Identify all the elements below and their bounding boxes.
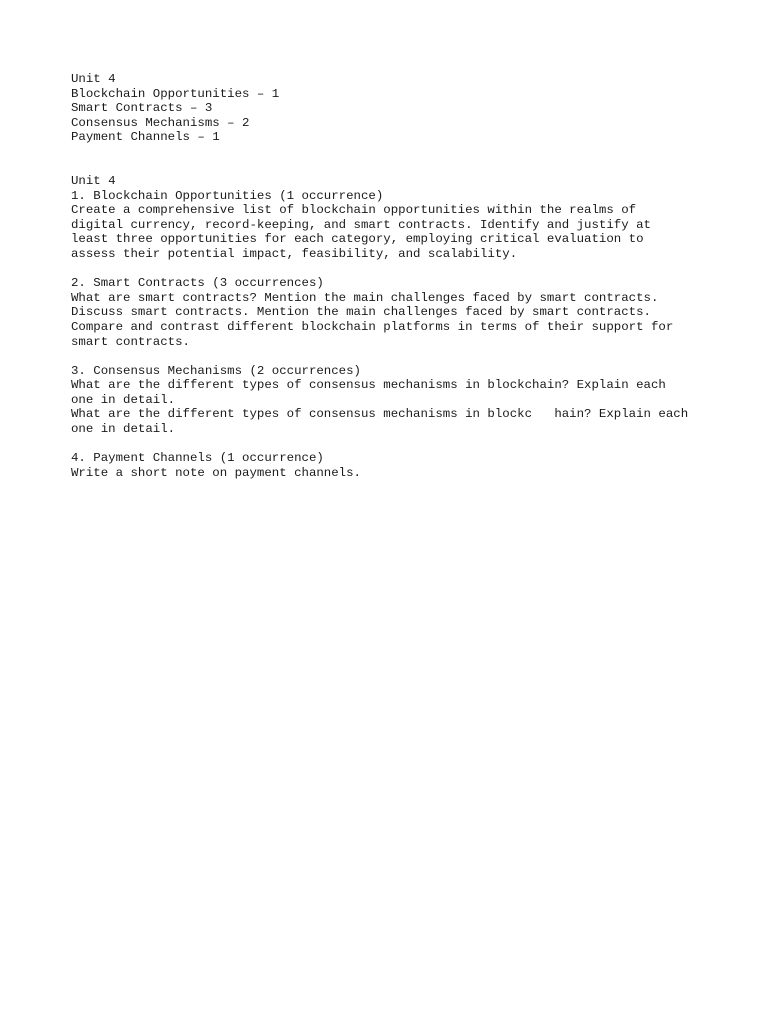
question-line: one in detail. [71, 392, 176, 407]
question-line: least three opportunities for each category, employing critical evaluation to [71, 232, 644, 247]
question-line: Write a short note on payment channels. [71, 465, 361, 480]
section-smart-contracts [71, 276, 731, 349]
document-page [71, 72, 731, 495]
question-line: one in detail. [71, 422, 176, 437]
details-unit-title: Unit 4 [71, 173, 116, 188]
summary-item: Payment Channels – 1 [71, 130, 220, 145]
section-heading: 1. Blockchain Opportunities (1 occurrence) [71, 188, 384, 203]
summary-item: Consensus Mechanisms – 2 [71, 115, 250, 130]
unit-details [71, 174, 731, 480]
question-line: Compare and contrast different blockchain platforms in terms of their support for [71, 319, 674, 334]
unit-summary [71, 72, 731, 145]
section-consensus-mechanisms [71, 364, 731, 437]
question-line: Discuss smart contracts. Mention the main challenges faced by smart contracts. [71, 305, 651, 320]
question-line: What are smart contracts? Mention the main challenges faced by smart contracts. [71, 290, 659, 305]
question-line: Create a comprehensive list of blockchain opportunities within the realms of [71, 203, 637, 218]
section-blockchain-opportunities [71, 189, 731, 262]
summary-item: Blockchain Opportunities – 1 [71, 86, 280, 101]
question-line: What are the different types of consensus mechanisms in blockchain? Explain each [71, 378, 666, 393]
section-heading: 4. Payment Channels (1 occurrence) [71, 451, 324, 466]
summary-item: Smart Contracts – 3 [71, 101, 213, 116]
question-line: What are the different types of consensus mechanisms in blockc hain? Explain each [71, 407, 689, 422]
question-line: digital currency, record-keeping, and smart contracts. Identify and justify at [71, 217, 651, 232]
question-line: assess their potential impact, feasibility, and scalability. [71, 246, 518, 261]
question-line: smart contracts. [71, 334, 190, 349]
section-heading: 2. Smart Contracts (3 occurrences) [71, 276, 324, 291]
section-heading: 3. Consensus Mechanisms (2 occurrences) [71, 363, 361, 378]
summary-unit-title: Unit 4 [71, 72, 116, 86]
section-payment-channels [71, 451, 731, 480]
